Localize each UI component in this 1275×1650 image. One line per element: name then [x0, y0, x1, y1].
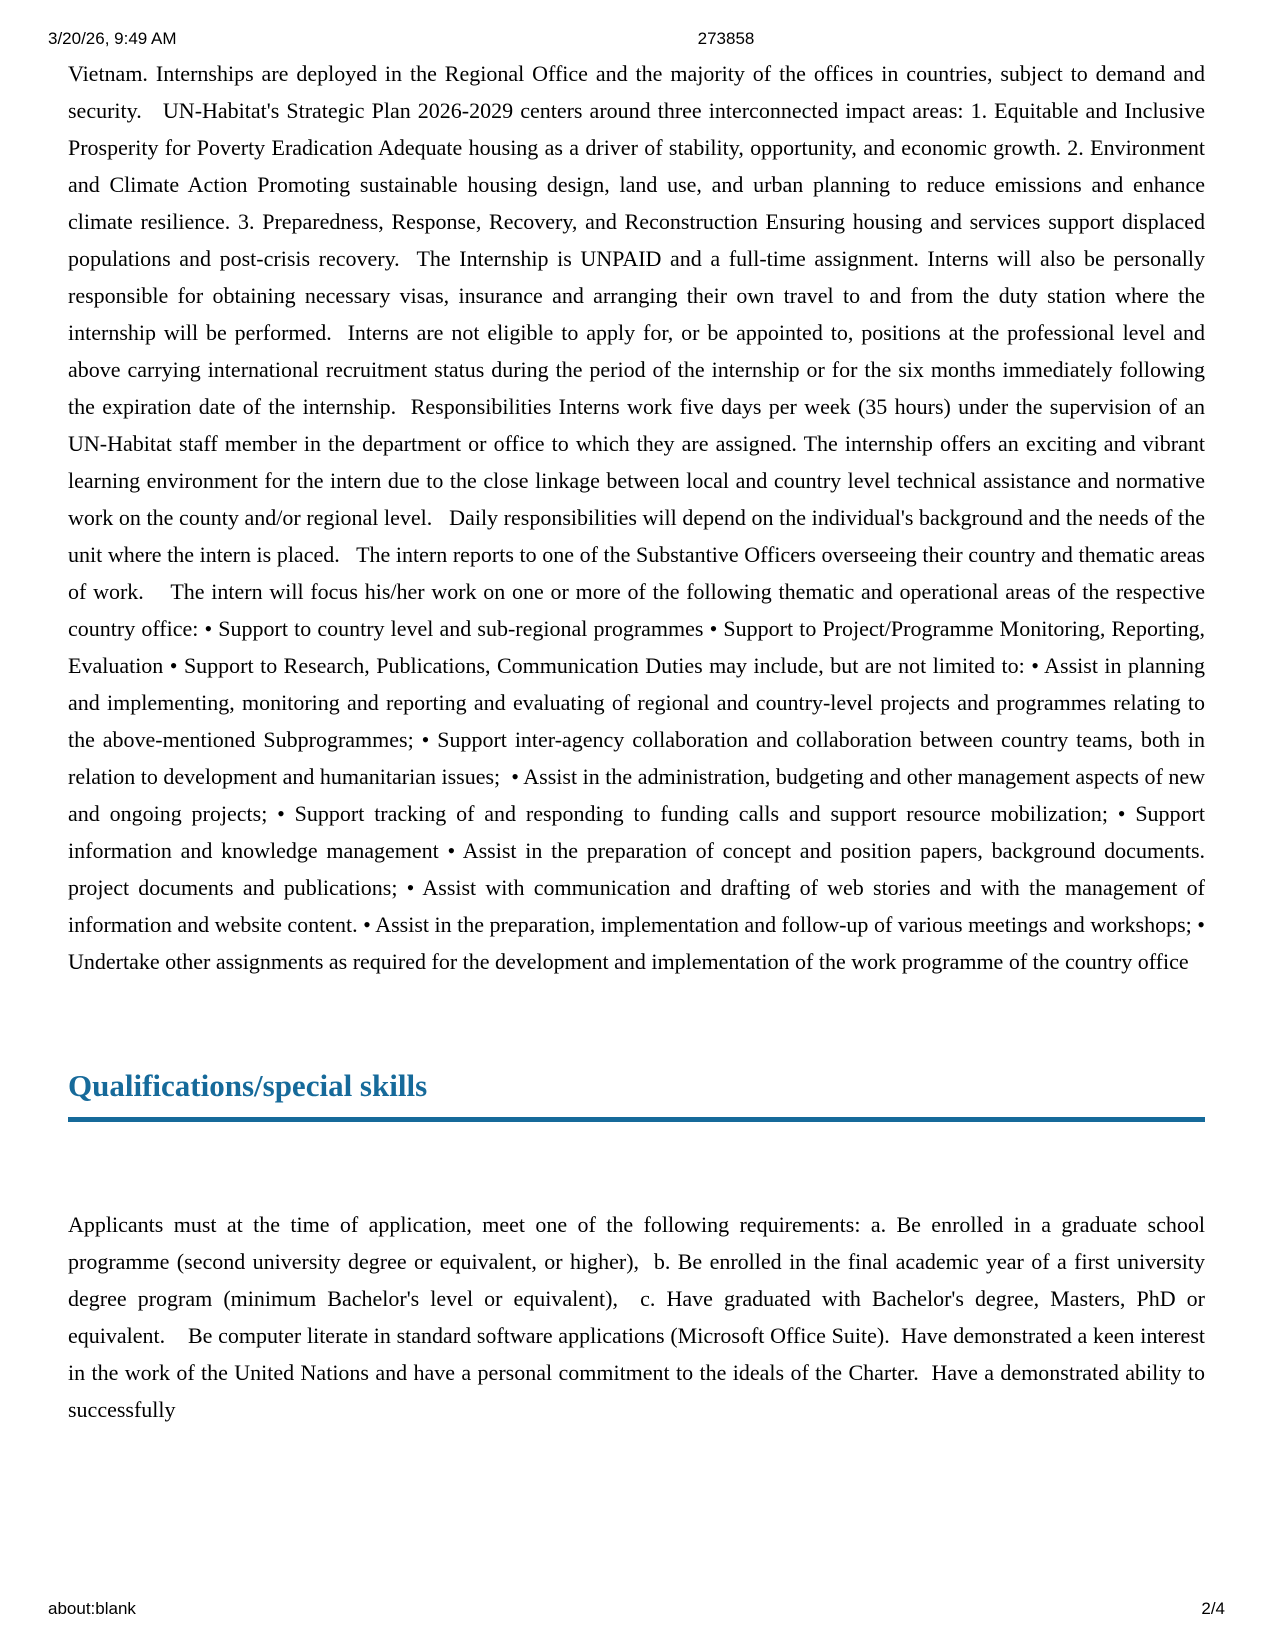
header-datetime: 3/20/26, 9:49 AM	[48, 29, 177, 48]
footer-source-url: about:blank	[48, 1599, 136, 1618]
section-divider-rule	[68, 1117, 1205, 1122]
footer-page-number: 2/4	[1201, 1599, 1225, 1618]
internship-description-paragraph: Vietnam. Internships are deployed in the Regional Office and the majority of the offices in countries, subject to demand and security. UN-Habitat's Strategic Plan 2026-2029 centers around three interconnected impact areas: 1. Equitable and Inclusive Prosperity for Poverty Eradication Adequate housing as a driver of stability, opportunity, and economic growth. 2. Environment and Climate Action Promoting sustainable housing design, land use, and urban planning to reduce emissions and enhance climate resilience. 3. Preparedness, Response, Recovery, and Reconstruction Ensuring housing and services support displaced populations and post-crisis recovery. The Internship is UNPAID and a full-time assignment. Interns will also be personally responsible for obtaining necessary visas, insurance and arranging their own travel to and from the duty station where the internship will be performed. Interns are not eligible to apply for, or be appointed to, positions at the professional level and above carrying international recruitment status during the period of the internship or for the six months immediately following the expiration date of the internship. Responsibilities Interns work five days per week (35 hours) under the supervision of an UN-Habitat staff member in the department or office to which they are assigned. The internship offers an exciting and vibrant learning environment for the intern due to the close linkage between local and country level technical assistance and normative work on the county and/or regional level. Daily responsibilities will depend on the individual's background and the needs of the unit where the intern is placed. The intern reports to one of the Substantive Officers overseeing their country and thematic areas of work. The intern will focus his/her work on one or more of the following thematic and operational areas of the respective country office: • Support to country level and sub-regional programmes • Support to Project/Programme Monitoring, Reporting, Evaluation • Support to Research, Publications, Communication Duties may include, but are not limited to: • Assist in planning and implementing, monitoring and reporting and evaluating of regional and country-level projects and programmes relating to the above-mentioned Subprogrammes; • Support inter-agency collaboration and collaboration between country teams, both in relation to development and humanitarian issues; • Assist in the administration, budgeting and other management aspects of new and ongoing projects; • Support tracking of and responding to funding calls and support resource mobilization; • Support information and knowledge management • Assist in the preparation of concept and position papers, background documents. project documents and publications; • Assist with communication and drafting of web stories and with the management of information and website content. • Assist in the preparation, implementation and follow-up of various meetings and workshops; • Undertake other assignments as required for the development and implementation of the work programme of the country office	[68, 61, 1211, 974]
document-content	[68, 55, 1211, 1428]
qualifications-section-heading: Qualifications/special skills	[68, 1068, 428, 1103]
qualifications-paragraph: Applicants must at the time of application, meet one of the following requirements: a. Be enrolled in a graduate school programme (second university degree or equivalent, or higher), b. Be enrolled in the final academic year of a first university degree program (minimum Bachelor's level or equivalent), c. Have graduated with Bachelor's degree, Masters, PhD or equivalent. Be computer literate in standard software applications (Microsoft Office Suite). Have demonstrated a keen interest in the work of the United Nations and have a personal commitment to the ideals of the Charter. Have a demonstrated ability to successfully	[68, 1212, 1211, 1422]
header-document-id: 273858	[697, 29, 755, 48]
